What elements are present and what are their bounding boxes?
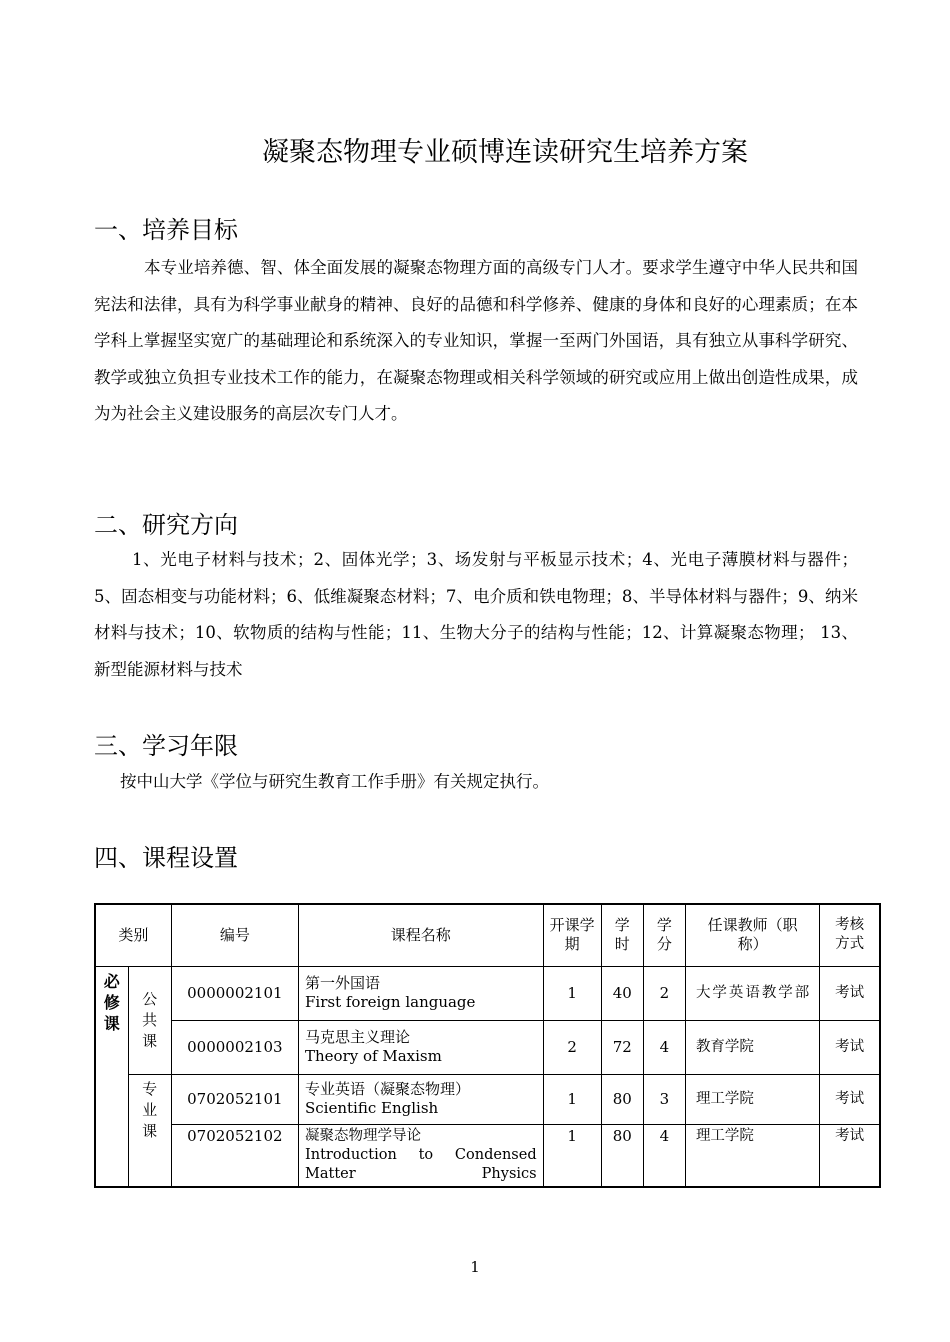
header-credits: 学分: [643, 904, 685, 966]
header-name: 课程名称: [299, 904, 544, 966]
course-semester: 2: [543, 1020, 601, 1074]
subgroup-public: 公共课: [128, 966, 171, 1074]
course-credits: 2: [643, 966, 685, 1020]
course-teacher: 大学英语教学部: [685, 966, 819, 1020]
course-credits: 3: [643, 1074, 685, 1124]
course-semester: 1: [543, 1074, 601, 1124]
course-name: 第一外国语 First foreign language: [299, 966, 544, 1020]
course-semester: 1: [543, 966, 601, 1020]
course-table: [94, 903, 881, 1188]
header-semester: 开课学期: [543, 904, 601, 966]
header-category: 类别: [95, 904, 171, 966]
course-code: 0000002103: [171, 1020, 298, 1074]
header-exam: 考核方式: [820, 904, 880, 966]
course-code: 0000002101: [171, 966, 298, 1020]
course-hours: 40: [601, 966, 643, 1020]
page-title: 凝聚态物理专业硕博连读研究生培养方案: [262, 137, 748, 168]
table-row: [95, 966, 880, 1020]
course-hours: 72: [601, 1020, 643, 1074]
table-header-row: [95, 904, 880, 966]
section-heading-research: 二、研究方向: [94, 511, 238, 539]
duration-text: 按中山大学《学位与研究生教育工作手册》有关规定执行。: [120, 772, 549, 791]
course-exam: 考试: [820, 1124, 880, 1187]
header-hours: 学时: [601, 904, 643, 966]
course-hours: 80: [601, 1124, 643, 1187]
course-teacher: 理工学院: [685, 1124, 819, 1187]
course-teacher: 教育学院: [685, 1020, 819, 1074]
course-name: 凝聚态物理学导论 Introduction to Condensed Matter Physics: [299, 1124, 544, 1187]
section-heading-courses: 四、课程设置: [94, 844, 238, 872]
section-heading-duration: 三、学习年限: [94, 732, 238, 760]
subgroup-major: 专业课: [128, 1074, 171, 1187]
course-exam: 考试: [820, 1074, 880, 1124]
course-hours: 80: [601, 1074, 643, 1124]
header-code: 编号: [171, 904, 298, 966]
objectives-text: 本专业培养德、智、体全面发展的凝聚态物理方面的高级专门人才。要求学生遵守中华人民共和国宪法和法律，具有为科学事业献身的精神、良好的品德和科学修养、健康的身体和良好的心理素质；在本学科上掌握坚实宽广的基础理论和系统深入的专业知识，掌握一至两门外国语，具有独立从事科学研究、教学或独立负担专业技术工作的能力，在凝聚态物理或相关科学领域的研究或应用上做出创造性成果，成为为社会主义建设服务的高层次专门人才。: [94, 258, 858, 423]
research-text: 1、光电子材料与技术；2、固体光学；3、场发射与平板显示技术；4、光电子薄膜材料与器件；5、固态相变与功能材料；6、低维凝聚态材料；7、电介质和铁电物理；8、半导体材料与器件；9、纳米材料与技术；10、软物质的结构与性能；11、生物大分子的结构与性能；12、计算凝聚态物理； 13、新型能源材料与技术: [94, 550, 858, 679]
course-exam: 考试: [820, 966, 880, 1020]
course-credits: 4: [643, 1020, 685, 1074]
course-exam: 考试: [820, 1020, 880, 1074]
course-code: 0702052102: [171, 1124, 298, 1187]
course-name: 专业英语（凝聚态物理） Scientific English: [299, 1074, 544, 1124]
header-teacher: 任课教师（职称）: [685, 904, 819, 966]
course-semester: 1: [543, 1124, 601, 1187]
course-credits: 4: [643, 1124, 685, 1187]
table-row: [95, 1124, 880, 1187]
table-row: [95, 1020, 880, 1074]
group-required: 必修课: [95, 966, 128, 1187]
course-teacher: 理工学院: [685, 1074, 819, 1124]
course-code: 0702052101: [171, 1074, 298, 1124]
page-number: 1: [470, 1258, 480, 1276]
table-row: [95, 1074, 880, 1124]
section-heading-objectives: 一、培养目标: [94, 216, 238, 244]
course-name: 马克思主义理论 Theory of Maxism: [299, 1020, 544, 1074]
